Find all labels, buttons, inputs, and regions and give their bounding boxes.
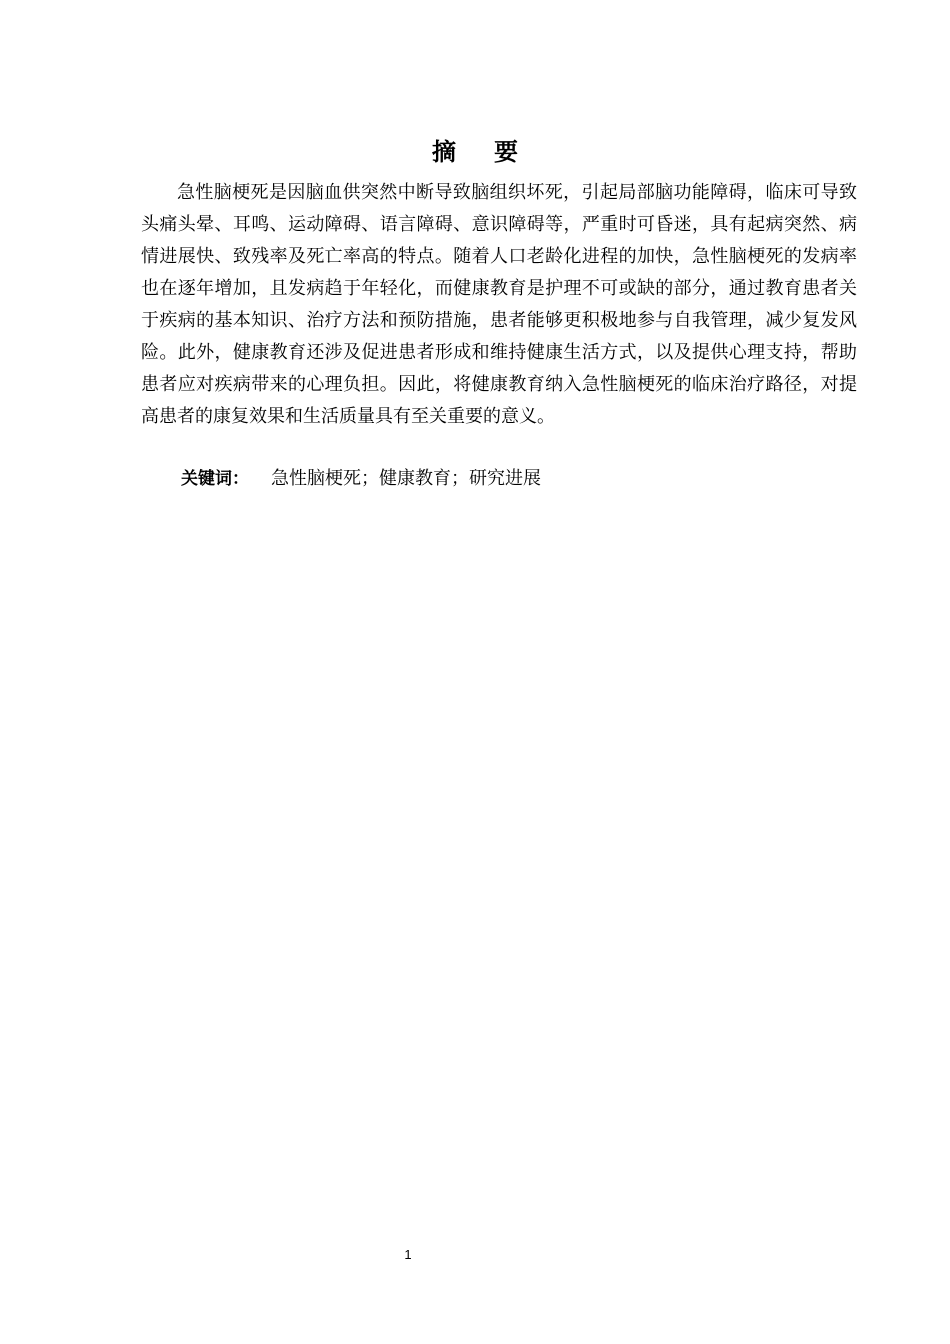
page-number: 1 (404, 1247, 412, 1262)
abstract-body: 急性脑梗死是因脑血供突然中断导致脑组织坏死，引起局部脑功能障碍，临床可导致头痛头晕、耳鸣、运动障碍、语言障碍、意识障碍等，严重时可昏迷，具有起病突然、病情进展快、致残率及死亡率高的特点。随着人口老龄化进程的加快，急性脑梗死的发病率也在逐年增加，且发病趋于年轻化，而健康教育是护理不可或缺的部分，通过教育患者关于疾病的基本知识、治疗方法和预防措施，患者能够更积极地参与自我管理，减少复发风险。此外，健康教育还涉及促进患者形成和维持健康生活方式，以及提供心理支持，帮助患者应对疾病带来的心理负担。因此，将健康教育纳入急性脑梗死的临床治疗路径，对提高患者的康复效果和生活质量具有至关重要的意义。 (141, 182, 857, 427)
keywords-line (181, 463, 857, 495)
keywords-text: 急性脑梗死；健康教育；研究进展 (271, 468, 541, 489)
abstract-heading (0, 135, 950, 169)
keywords-label: 关键词： (181, 469, 249, 489)
abstract-heading-char-1: 摘 (432, 138, 456, 166)
abstract-heading-char-2: 要 (494, 138, 518, 166)
